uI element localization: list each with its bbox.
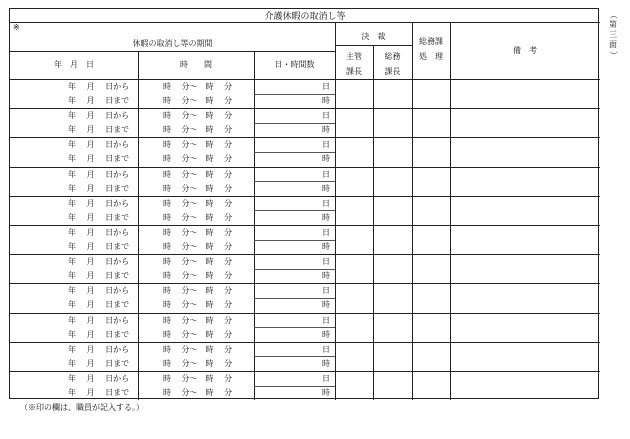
header-divider-left	[10, 51, 335, 52]
to-date-label: 年 月 日まで	[68, 388, 130, 397]
row-half-divider	[254, 94, 335, 95]
row-half-divider	[254, 123, 335, 124]
days-hours-header: 日・時間数	[274, 60, 315, 69]
row-half-divider	[254, 327, 335, 328]
general-affairs-chief-header-2: 課長	[384, 67, 401, 76]
to-date-label: 年 月 日まで	[68, 300, 130, 310]
row-half-divider	[254, 356, 335, 357]
time-range-label: 時 分〜 時 分	[163, 344, 233, 354]
row-half-divider	[254, 386, 335, 387]
page-label: （ 第 三 面 ）	[609, 11, 618, 59]
unit-day-label: 日	[322, 169, 330, 179]
row-half-divider	[254, 269, 335, 270]
time-range-label: 時 分〜 時 分	[163, 169, 233, 179]
general-affairs-chief-header-1: 総務	[384, 52, 401, 61]
to-date-label: 年 月 日まで	[68, 96, 130, 105]
col-line-process	[450, 22, 451, 400]
from-date-label: 年 月 日から	[68, 286, 130, 296]
time-range-label: 時 分〜 時 分	[163, 388, 233, 397]
from-date-label: 年 月 日から	[68, 82, 130, 91]
supervisor-header-1: 主管	[346, 52, 362, 61]
form-title: 介護休暇の取消し等	[264, 12, 346, 22]
row-half-divider	[254, 181, 335, 182]
to-date-label: 年 月 日まで	[68, 242, 130, 251]
row-divider	[10, 167, 600, 168]
remarks-header: 備 考	[513, 46, 537, 55]
row-half-divider	[254, 152, 335, 153]
title-divider	[10, 22, 600, 23]
to-date-label: 年 月 日まで	[68, 125, 130, 135]
time-range-label: 時 分〜 時 分	[163, 96, 233, 105]
decision-header: 決 裁	[361, 32, 386, 41]
unit-day-label: 日	[322, 315, 330, 325]
unit-day-label: 日	[322, 286, 330, 296]
to-date-label: 年 月 日まで	[68, 183, 130, 193]
row-divider	[10, 254, 600, 255]
time-range-label: 時 分〜 時 分	[163, 228, 233, 237]
row-half-divider	[254, 298, 335, 299]
unit-hour-label: 時	[322, 183, 330, 193]
unit-day-label: 日	[322, 140, 330, 150]
time-range-label: 時 分〜 時 分	[163, 82, 233, 91]
row-divider	[10, 371, 600, 372]
unit-hour-label: 時	[322, 242, 330, 251]
unit-hour-label: 時	[322, 96, 330, 105]
col-line-chief	[412, 22, 413, 400]
unit-hour-label: 時	[322, 271, 330, 281]
row-divider	[10, 313, 600, 314]
from-date-label: 年 月 日から	[68, 315, 130, 325]
time-range-label: 時 分〜 時 分	[163, 140, 233, 150]
unit-day-label: 日	[322, 374, 330, 383]
general-affairs-process-header-2: 処 理	[419, 52, 443, 61]
date-header: 年 月 日	[54, 60, 94, 69]
time-range-label: 時 分〜 時 分	[163, 329, 233, 339]
unit-day-label: 日	[322, 82, 330, 91]
to-date-label: 年 月 日まで	[68, 358, 130, 368]
section-title: 休暇の取消し等の期間	[132, 39, 213, 48]
leave-cancellation-form	[9, 8, 599, 399]
row-divider	[10, 342, 600, 343]
unit-day-label: 日	[322, 111, 330, 121]
unit-hour-label: 時	[322, 154, 330, 164]
time-range-label: 時 分〜 時 分	[163, 198, 233, 208]
from-date-label: 年 月 日から	[68, 374, 130, 383]
row-divider	[10, 196, 600, 197]
unit-hour-label: 時	[322, 329, 330, 339]
col-line-supervisor	[373, 45, 374, 400]
applicant-marker: ※	[13, 23, 20, 32]
row-divider	[10, 283, 600, 284]
header-bottom-line	[10, 79, 600, 80]
time-range-label: 時 分〜 時 分	[163, 358, 233, 368]
time-range-label: 時 分〜 時 分	[163, 300, 233, 310]
general-affairs-process-header-1: 総務課	[419, 37, 443, 46]
time-range-label: 時 分〜 時 分	[163, 257, 233, 267]
time-range-label: 時 分〜 時 分	[163, 286, 233, 296]
to-date-label: 年 月 日まで	[68, 329, 130, 339]
time-range-label: 時 分〜 時 分	[163, 315, 233, 325]
time-range-label: 時 分〜 時 分	[163, 374, 233, 383]
time-range-label: 時 分〜 時 分	[163, 111, 233, 121]
time-range-label: 時 分〜 時 分	[163, 212, 233, 222]
row-divider	[10, 137, 600, 138]
time-range-label: 時 分〜 時 分	[163, 271, 233, 281]
row-half-divider	[254, 210, 335, 211]
unit-day-label: 日	[322, 344, 330, 354]
supervisor-header-2: 課長	[346, 67, 362, 76]
to-date-label: 年 月 日まで	[68, 271, 130, 281]
unit-day-label: 日	[322, 257, 330, 267]
from-date-label: 年 月 日から	[68, 198, 130, 208]
unit-hour-label: 時	[322, 125, 330, 135]
row-divider	[10, 108, 600, 109]
to-date-label: 年 月 日まで	[68, 154, 130, 164]
time-range-label: 時 分〜 時 分	[163, 183, 233, 193]
time-range-label: 時 分〜 時 分	[163, 242, 233, 251]
from-date-label: 年 月 日から	[68, 169, 130, 179]
col-line-days	[335, 22, 336, 400]
row-half-divider	[254, 240, 335, 241]
unit-day-label: 日	[322, 198, 330, 208]
time-range-label: 時 分〜 時 分	[163, 125, 233, 135]
unit-hour-label: 時	[322, 358, 330, 368]
to-date-label: 年 月 日まで	[68, 212, 130, 222]
unit-hour-label: 時	[322, 300, 330, 310]
footnote: （※印の欄は、職員が記入する。）	[20, 403, 144, 412]
from-date-label: 年 月 日から	[68, 228, 130, 237]
from-date-label: 年 月 日から	[68, 344, 130, 354]
unit-day-label: 日	[322, 228, 330, 237]
row-divider	[10, 225, 600, 226]
from-date-label: 年 月 日から	[68, 111, 130, 121]
from-date-label: 年 月 日から	[68, 140, 130, 150]
unit-hour-label: 時	[322, 212, 330, 222]
time-header: 時 間	[180, 60, 212, 69]
time-range-label: 時 分〜 時 分	[163, 154, 233, 164]
unit-hour-label: 時	[322, 388, 330, 397]
from-date-label: 年 月 日から	[68, 257, 130, 267]
